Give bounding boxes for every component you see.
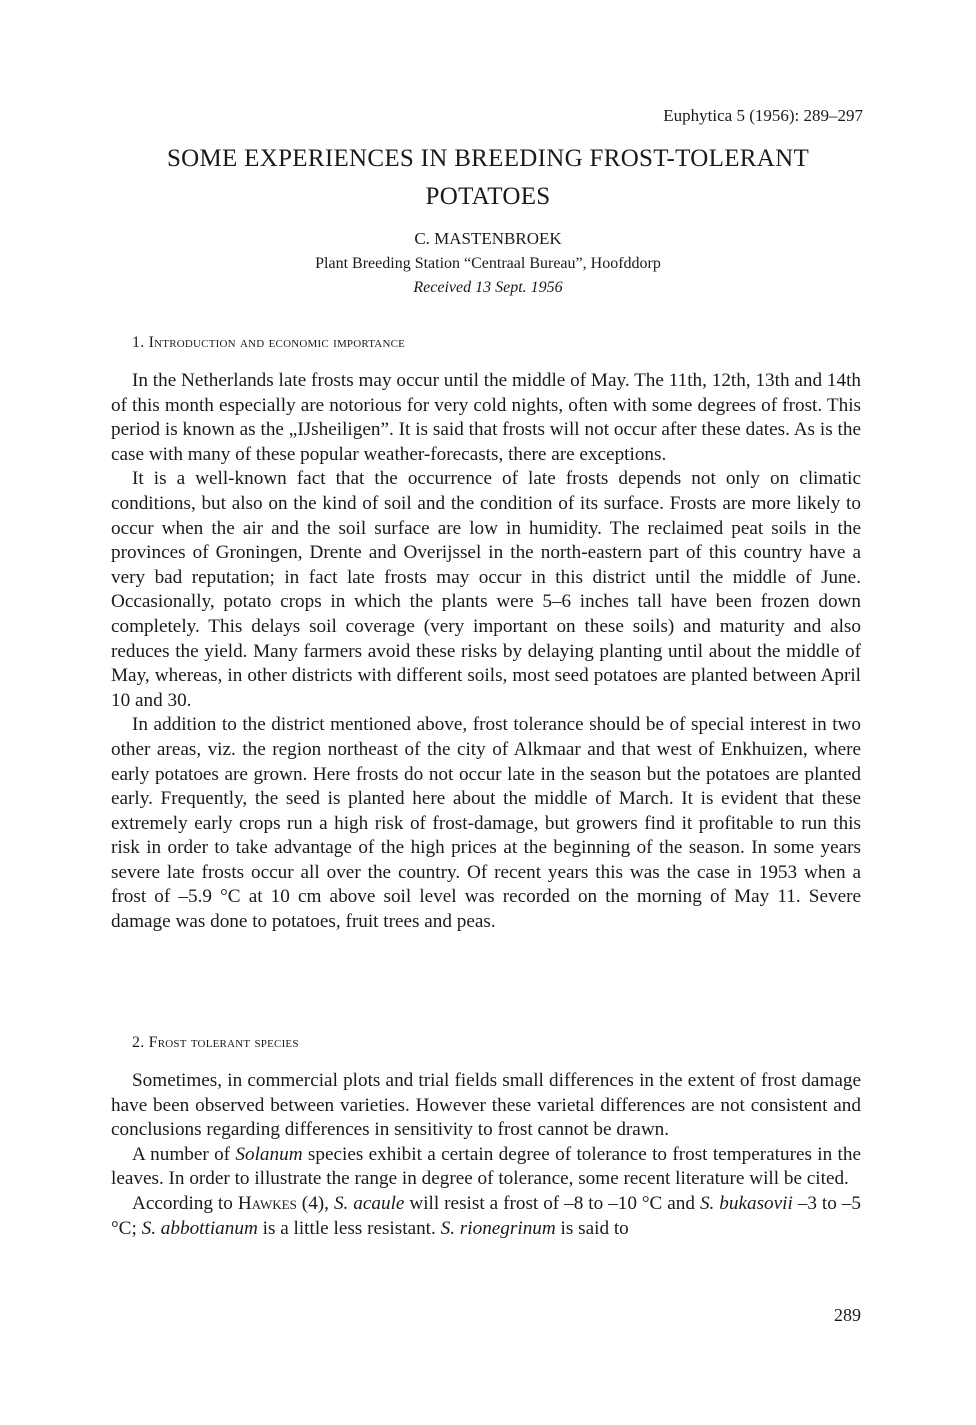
title-line-1: SOME EXPERIENCES IN BREEDING FROST-TOLERANT: [166, 145, 810, 172]
text-run: is a little less resistant.: [257, 1217, 441, 1239]
text-run: A number of: [132, 1143, 236, 1165]
author: C. MASTENBROEK: [414, 229, 562, 248]
section-1-title: Introduction and economic importance: [148, 334, 406, 351]
species-name: S. acaule: [333, 1192, 405, 1214]
species-name: S. abbottianum: [141, 1217, 258, 1239]
text-run: According to: [132, 1192, 238, 1214]
cited-author: Hawkes: [237, 1192, 297, 1214]
affiliation: Plant Breeding Station “Centraal Bureau”, Hoofddorp: [315, 255, 661, 272]
text-run: –3 to –5 °C;: [111, 1192, 861, 1239]
text-run: species exhibit a certain degree of tolerance to frost temperatures in the leaves. In order to illustrate the range in degree of tolerance, some recent literature will be cited.: [111, 1143, 861, 1190]
paragraph: Sometimes, in commercial plots and trial fields small differences in the extent of frost damage have been observed between varieties. However these varietal differences are not consistent and conclusions regarding differences in sensitivity to frost cannot be drawn.: [111, 1070, 861, 1141]
section-2-heading: [132, 1034, 299, 1052]
title-line-2: POTATOES: [425, 183, 551, 210]
paragraph: [111, 1143, 861, 1192]
paragraph: In addition to the district mentioned above, frost tolerance should be of special interest in two other areas, viz. the region northeast of the city of Alkmaar and that west of Enkhuizen, where early potatoes are grown. Here frosts do not occur late in the season but the potatoes are planted early. Frequently, the seed is planted here about the middle of March. It is evident that these extremely early crops run a high risk of frost-damage, but growers find it profitable to run this risk in order to take advantage of the high prices at the beginning of the season. In some years severe late frosts occur all over the country. Of recent years this was the case in 1953 when a frost of –5.9 °C at 10 cm above soil level was recorded on the morning of May 11. Severe damage was done to potatoes, fruit trees and peas.: [111, 714, 861, 933]
paragraph: In the Netherlands late frosts may occur until the middle of May. The 11th, 12th, 13th and 14th of this month especially are notorious for very cold nights, often with some degrees of frost. This period is known as the „IJsheiligen”. It is said that frosts will not occur after these dates. As is the case with many of these popular weather-forecasts, there are exceptions.: [111, 370, 861, 465]
paragraph: [111, 1192, 861, 1241]
journal-reference: Euphytica 5 (1956): 289–297: [663, 106, 863, 125]
text-run: will resist a frost of –8 to –10 °C and: [404, 1192, 700, 1214]
page-number: 289: [834, 1305, 861, 1325]
text-run: (4),: [296, 1192, 334, 1214]
section-2-title: Frost tolerant species: [148, 1034, 299, 1051]
received-date: Received 13 Sept. 1956: [413, 279, 563, 296]
paper-title: [110, 140, 866, 216]
paragraph: It is a well-known fact that the occurrence of late frosts depends not only on climatic conditions, but also on the kind of soil and the condition of its surface. Frosts are more likely to occur when the air and the soil surface are low in humidity. The reclaimed peat soils in the provinces of Groningen, Drente and Overijssel in the north-eastern part of this country have a very bad reputation; in fact late frosts may occur in this district until the middle of June. Occasionally, potato crops in which the plants were 5–6 inches tall have been frozen down completely. This delays soil coverage (very important on these soils) and maturity and also reduces the yield. Many farmers avoid these risks by delaying planting until about the middle of May, whereas, in other districts with different soils, most seed potatoes are planted between April 10 and 30.: [111, 468, 861, 711]
section-2-body: [111, 1069, 861, 1241]
section-1-heading: [132, 334, 405, 352]
text-run: is said to: [555, 1217, 629, 1239]
section-1-body: [111, 369, 861, 935]
section-2-number: 2.: [132, 1034, 145, 1051]
species-name: Solanum: [235, 1143, 303, 1165]
species-name: S. bukasovii: [699, 1192, 793, 1214]
section-1-number: 1.: [132, 334, 145, 351]
species-name: S. rionegrinum: [440, 1217, 556, 1239]
